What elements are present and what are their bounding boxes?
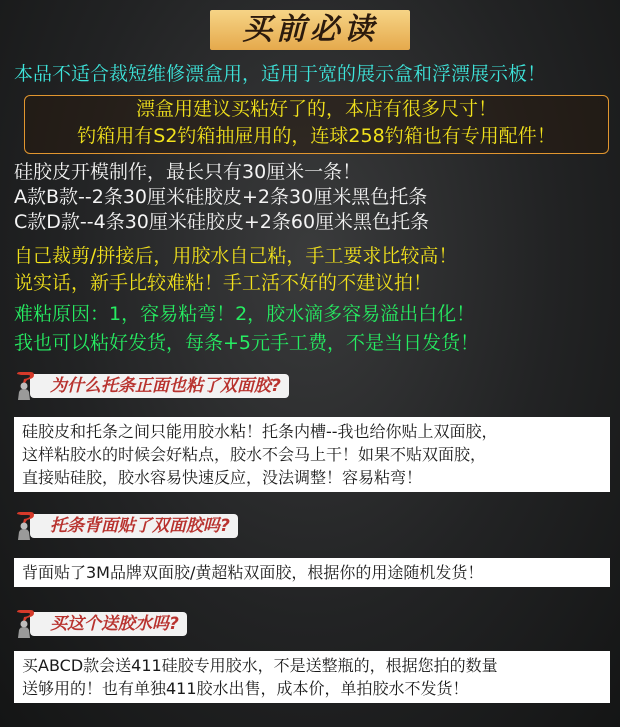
spec-line: C款D款--4条30厘米硅胶皮+2条60厘米黑色托条 xyxy=(14,211,430,233)
faq-answer-line: 买ABCD款会送411硅胶专用胶水，不是送整瓶的，根据您拍的数量 xyxy=(22,656,498,675)
service-line: 我也可以粘好发货，每条+5元手工费，不是当日发货！ xyxy=(14,332,480,354)
person-question-icon xyxy=(14,372,40,400)
faq-answer-line: 硅胶皮和托条之间只能用胶水粘！托条内槽--我也给你贴上双面胶， xyxy=(22,422,498,441)
faq-answer xyxy=(14,558,610,587)
faq-answer xyxy=(14,651,610,703)
reason-line: 难粘原因：1，容易粘弯！2，胶水滴多容易溢出白化！ xyxy=(14,303,476,325)
faq-answer xyxy=(14,417,610,492)
page-title: 买前必读 xyxy=(242,12,378,47)
faq-answer-line: 背面贴了3M品牌双面胶/黄超粘双面胶，根据你的用途随机发货！ xyxy=(22,563,484,582)
spec-line: 硅胶皮开模制作，最长只有30厘米一条！ xyxy=(14,161,362,183)
person-question-icon xyxy=(14,512,40,540)
warning-line: 说实话，新手比较难粘！手工活不好的不建议拍！ xyxy=(14,272,433,294)
faq-answer-line: 这样粘胶水的时候会好粘点，胶水不会马上干！如果不贴双面胶， xyxy=(22,445,487,464)
notice-line: 本品不适合裁短维修漂盒用，适用于宽的展示盒和浮漂展示板！ xyxy=(14,63,547,85)
faq-question: 为什么托条正面也粘了双面胶? xyxy=(30,374,289,398)
person-question-icon xyxy=(14,610,40,638)
recommendation-line: 钓箱用有S2钓箱抽屉用的，连球258钓箱也有专用配件！ xyxy=(77,125,556,147)
header xyxy=(0,0,620,54)
recommendation-line: 漂盒用建议买粘好了的，本店有很多尺寸！ xyxy=(135,98,497,120)
faq-answer-line: 送够用的！也有单独411胶水出售，成本价，单拍胶水不发货！ xyxy=(22,679,469,698)
faq-answer-line: 直接贴硅胶，胶水容易快速反应，没法调整！容易粘弯！ xyxy=(22,468,423,487)
faq-question: 托条背面贴了双面胶吗? xyxy=(30,514,238,538)
faq-question: 买这个送胶水吗? xyxy=(30,612,187,636)
recommendation-box xyxy=(24,95,609,154)
spec-line: A款B款--2条30厘米硅胶皮+2条30厘米黑色托条 xyxy=(14,186,428,208)
warning-line: 自己裁剪/拼接后，用胶水自己粘，手工要求比较高！ xyxy=(14,245,458,267)
